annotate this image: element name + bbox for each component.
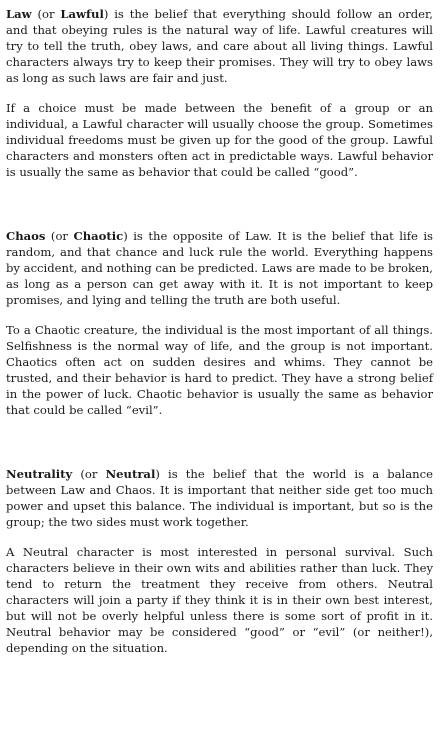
neutrality-term: Neutrality: [6, 467, 73, 481]
chaos-paren-open: (or: [45, 229, 74, 243]
paragraph-spacer: [6, 308, 433, 322]
neutrality-section: [6, 466, 433, 656]
law-paren-open: (or: [31, 7, 61, 21]
neutrality-behavior-paragraph: A Neutral character is most interested in personal survival. Such characters believe in their own wits and abilities rather than luck. They tend to return the treatment they receive from others. Neutral characters will join a party if they think it is in their own best interest, but will not be overly helpful unless there is some sort of profit in it. Neutral behavior may be considered “good” or “evil” (or neither!), depending on the situation.: [6, 545, 433, 655]
lawful-term: Lawful: [60, 7, 104, 21]
chaos-behavior-paragraph: To a Chaotic creature, the individual is the most important of all things. Selfishness is the normal way of life, and the group is not important. Chaotics often act on sudden desires and whims. They cannot be trusted, and their behavior is hard to predict. They have a strong belief in the power of luck. Chaotic behavior is usually the same as behavior that could be called “evil”.: [6, 323, 433, 417]
neutrality-paren-open: (or: [72, 467, 106, 481]
chaotic-term: Chaotic: [73, 229, 124, 243]
law-section: [6, 6, 433, 180]
neutrality-definition-text: ) is the belief that the world is a balance between Law and Chaos. It is important that neither side get too much power and upset this balance. The individual is important, but so is the group; the two sides must work together.: [6, 467, 433, 529]
law-definition-paragraph: [6, 6, 433, 86]
law-behavior-paragraph: If a choice must be made between the benefit of a group or an individual, a Lawful character will usually choose the group. Sometimes individual freedoms must be given up for the good of the group. Lawful characters and monsters often act in predictable ways. Lawful behavior is usually the same as behavior that could be called “good”.: [6, 101, 433, 179]
neutral-term: Neutral: [105, 467, 156, 481]
chaos-term: Chaos: [6, 229, 46, 243]
section-spacer: [6, 418, 433, 466]
chaos-definition-text: ) is the opposite of Law. It is the belief that life is random, and that chance and luck rule the world. Everything happens by accident, and nothing can be predicted. Laws are made to be broken, as long as a person can get away with it. It is not important to keep promises, and lying and telling the truth are both useful.: [6, 229, 433, 307]
section-spacer: [6, 180, 433, 228]
chaos-definition-paragraph: [6, 228, 433, 308]
neutrality-definition-paragraph: [6, 466, 433, 530]
paragraph-spacer: [6, 86, 433, 100]
paragraph-spacer: [6, 530, 433, 544]
chaos-section: [6, 228, 433, 418]
law-term: Law: [6, 7, 32, 21]
law-definition-text: ) is the belief that everything should follow an order, and that obeying rules is the natural way of life. Lawful creatures will try to tell the truth, obey laws, and care about all living things. Lawful characters always try to keep their promises. They will try to obey laws as long as such laws are fair and just.: [6, 7, 433, 85]
